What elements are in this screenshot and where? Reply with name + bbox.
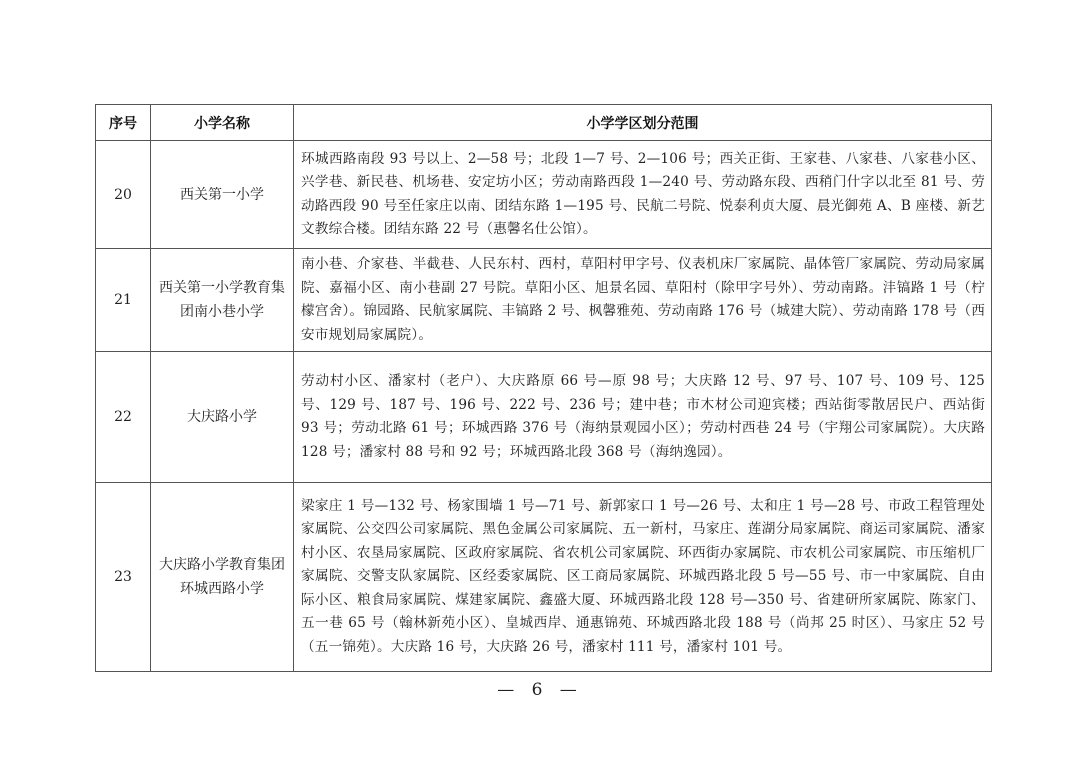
page-number: — 6 —	[497, 680, 583, 700]
table-row	[96, 249, 992, 352]
row-district-range: 劳动村小区、潘家村（老户）、大庆路原 66 号—原 98 号；大庆路 12 号、97 号、107 号、109 号、125 号、129 号、187 号、196 号、222 号、236 号；建中巷；市木材公司迎宾楼；西站街零散居民户、西站街 93 号；劳动北路 61 号；环城西路 376 号（海纳景观园小区）；劳动村西巷 24 号（宇翔公司家属院）。大庆路 128 号；潘家村 88 号和 92 号；环城西路北段 368 号（海纳逸园）。	[294, 352, 992, 483]
row-school-name: 西关第一小学教育集团南小巷小学	[151, 249, 294, 352]
row-school-name: 大庆路小学教育集团环城西路小学	[151, 483, 294, 672]
row-serial-number: 22	[96, 352, 151, 483]
row-school-name: 大庆路小学	[151, 352, 294, 483]
row-serial-number: 20	[96, 141, 151, 249]
header-district-range: 小学学区划分范围	[294, 105, 992, 141]
row-serial-number: 21	[96, 249, 151, 352]
header-serial-number: 序号	[96, 105, 151, 141]
table-header-row	[96, 105, 992, 141]
row-school-name: 西关第一小学	[151, 141, 294, 249]
school-district-table	[95, 104, 992, 672]
table-row	[96, 141, 992, 249]
table-row	[96, 352, 992, 483]
header-school-name: 小学名称	[151, 105, 294, 141]
row-serial-number: 23	[96, 483, 151, 672]
row-district-range: 梁家庄 1 号—132 号、杨家围墙 1 号—71 号、新郭家口 1 号—26 号、太和庄 1 号—28 号、市政工程管理处家属院、公交四公司家属院、黑色金属公司家属院、五一新村，马家庄、莲湖分局家属院、商运司家属院、潘家村小区、农垦局家属院、区政府家属院、省农机公司家属院、环西街办家属院、市农机公司家属院、市压缩机厂家属院、交警支队家属院、区经委家属院、区工商局家属院、环城西路北段 5 号—55 号、市一中家属院、自由际小区、粮食局家属院、煤建家属院、鑫盛大厦、环城西路北段 128 号—350 号、省建研所家属院、陈家门、五一巷 65 号（翰林新苑小区）、皇城西岸、通惠锦苑、环城西路北段 188 号（尚邦 25 时区）、马家庄 52 号（五一锦苑）。大庆路 16 号，大庆路 26 号，潘家村 111 号，潘家村 101 号。	[294, 483, 992, 672]
table-row	[96, 483, 992, 672]
row-district-range: 南小巷、介家巷、半截巷、人民东村、西村，草阳村甲字号、仪表机床厂家属院、晶体管厂家属院、劳动局家属院、嘉福小区、南小巷副 27 号院。草阳小区、旭景名园、草阳村（除甲字号外）、劳动南路。沣镐路 1 号（柠檬宫舍）。锦园路、民航家属院、丰镐路 2 号、枫馨雅苑、劳动南路 176 号（城建大院）、劳动南路 178 号（西安市规划局家属院）。	[294, 249, 992, 352]
row-district-range: 环城西路南段 93 号以上、2—58 号；北段 1—7 号、2—106 号；西关正街、王家巷、八家巷、八家巷小区、兴学巷、新民巷、机场巷、安定坊小区；劳动南路西段 1—240 号、劳动路东段、西稍门什字以北至 81 号、劳动路西段 90 号至任家庄以南、团结东路 1—195 号、民航二号院、悦泰利贞大厦、晨光御苑 A、B 座楼、新艺文教综合楼。团结东路 22 号（惠馨名仕公馆）。	[294, 141, 992, 249]
